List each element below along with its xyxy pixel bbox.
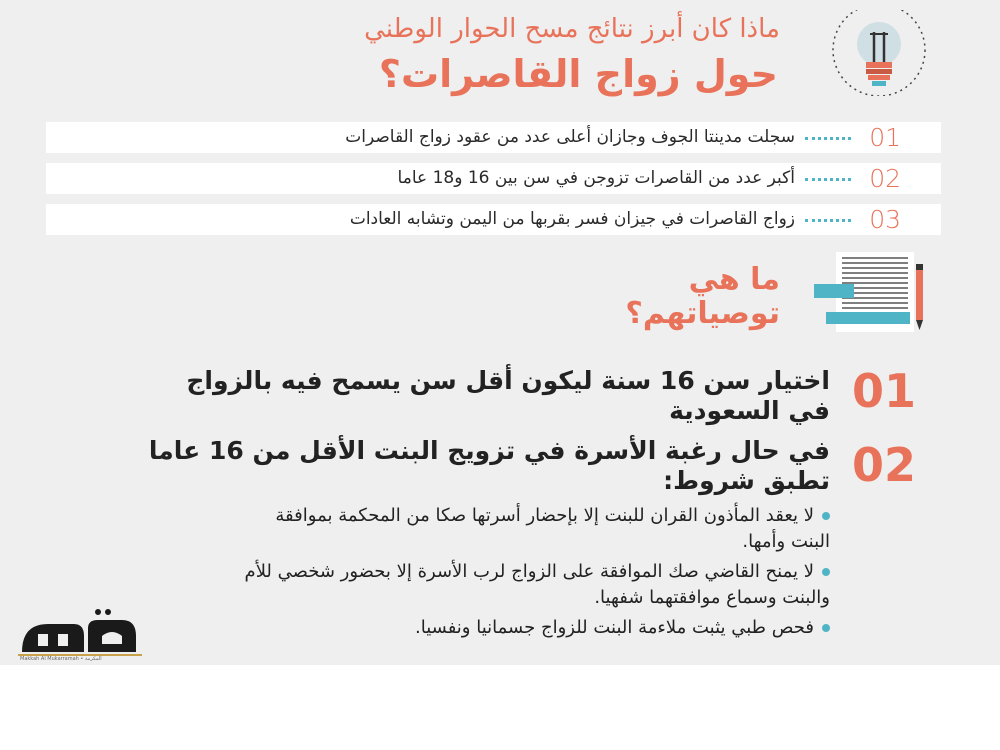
recommendation-line1: اختيار سن 16 سنة ليكون أقل سن يسمح فيه بالزواج	[186, 366, 830, 395]
bullet-dot-icon	[822, 568, 830, 576]
finding-row	[46, 204, 941, 235]
recommendation-line2: في السعودية	[669, 396, 830, 425]
dotted-connector	[805, 137, 851, 140]
condition-item	[110, 503, 830, 555]
recommendation-number: 01	[852, 364, 917, 418]
survey-question-line1: ماذا كان أبرز نتائج مسح الحوار الوطني	[364, 14, 780, 44]
document-pencil-icon	[812, 250, 937, 335]
recommendations-heading-line1: ما هي	[688, 262, 780, 297]
recommendation-line2: تطبق شروط:	[663, 466, 830, 495]
condition-line2: البنت وأمها.	[742, 531, 830, 552]
dotted-connector	[805, 178, 851, 181]
finding-text: أكبر عدد من القاصرات تزوجن في سن بين 16 و18 عاما	[397, 168, 795, 188]
finding-text: سجلت مدينتا الجوف وجازان أعلى عدد من عقود زواج القاصرات	[345, 127, 795, 147]
survey-question-line2: حول زواج القاصرات؟	[378, 52, 778, 96]
condition-item	[110, 615, 830, 641]
bullet-dot-icon	[822, 624, 830, 632]
condition-line1: لا يمنح القاضي صك الموافقة على الزواج لرب الأسرة إلا بحضور شخصي للأم	[244, 561, 814, 582]
logo-caption: Makkah Al Mukarramah • المكرمة	[20, 656, 102, 662]
finding-row	[46, 122, 941, 153]
recommendation-line1: في حال رغبة الأسرة في تزويج البنت الأقل من 16 عاما	[148, 436, 830, 465]
condition-line2: والبنت وسماع موافقتهما شفهيا.	[594, 587, 830, 608]
finding-row	[46, 163, 941, 194]
dotted-connector	[805, 219, 851, 222]
condition-line1: لا يعقد المأذون القران للبنت إلا بإحضار أسرتها صكا من المحكمة بموافقة	[275, 505, 814, 526]
finding-text: زواج القاصرات في جيزان فسر بقربها من اليمن وتشابه العادات	[349, 209, 795, 229]
condition-item	[110, 559, 830, 611]
finding-number: 02	[869, 164, 901, 193]
finding-number: 03	[869, 205, 901, 234]
finding-number: 01	[869, 123, 901, 152]
condition-line1: فحص طبي يثبت ملاءمة البنت للزواج جسمانيا ونفسيا.	[415, 617, 814, 638]
lightbulb-icon	[822, 10, 936, 96]
recommendations-heading-line2: توصياتهم؟	[625, 296, 780, 331]
recommendation-number: 02	[852, 438, 917, 492]
bullet-dot-icon	[822, 512, 830, 520]
